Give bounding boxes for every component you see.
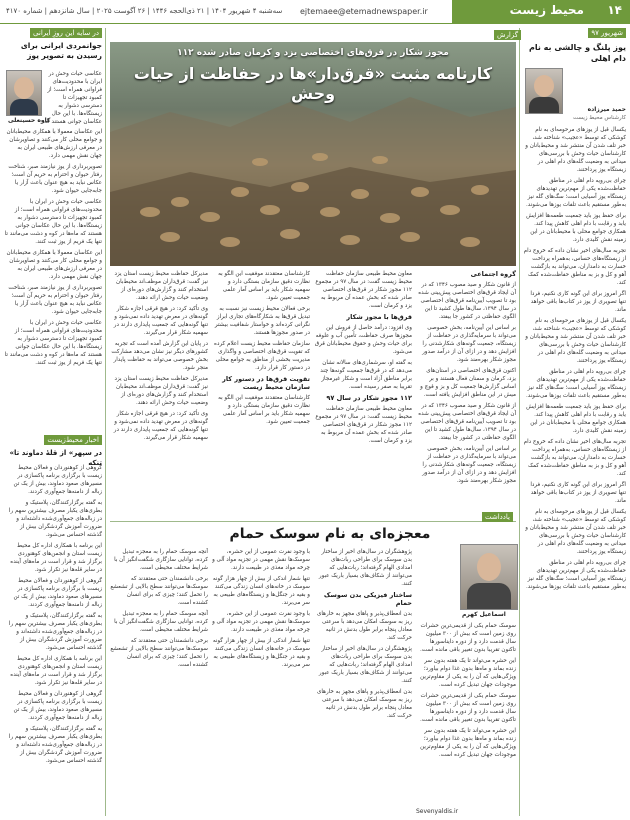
- paragraph: به گفته برگزارکنندگان، پلاستیک و بطری‌های یکبار مصرف بیشترین سهم را در زباله‌های جمع‌آوری‌شده داشته‌اند و ضرورت آموزش گردشگران بیش از گذشته احساس می‌شود.: [8, 500, 102, 538]
- column-divider: [519, 28, 520, 816]
- lead-subhead: گروه اجتماعی: [470, 270, 516, 278]
- paragraph: برخی فعالان محیط زیست نیز نسبت به تبدیل قرق‌ها به شکارگاه‌های تجاری ابراز نگرانی کرده‌اند و خواستار شفافیت بیشتر در صدور مجوزها هستند.: [214, 306, 310, 336]
- second-column-2: [314, 548, 412, 814]
- paragraph: به گفته برگزارکنندگان، پلاستیک و بطری‌های یکبار مصرف بیشترین سهم را در زباله‌های جمع‌آوری‌شده داشته‌اند و ضرورت آموزش گردشگران بیش از گذشته احساس می‌شود.: [8, 613, 102, 651]
- author-role: کارشناس محیط زیست: [573, 115, 626, 121]
- paragraph: به گفته او، سرشماری‌های سالانه نشان می‌دهد که در قرق‌ها جمعیت گونه‌ها چند برابر مناطق آزاد است و شکار غیرمجاز تقریبا به صفر رسیده است.: [320, 360, 412, 390]
- lead-column-4: [110, 270, 208, 518]
- lead-column-2: [314, 270, 412, 518]
- second-column-4: [110, 548, 208, 804]
- paragraph: چرای بی‌رویه دام اهلی در مناطق حفاظت‌شده یکی از مهم‌ترین تهدیدهای زیستگاه یوز آسیایی است؛ سگ‌های گله نیز به‌طور مستقیم باعث تلفات یوزها می‌شوند.: [525, 178, 626, 208]
- second-column-3: [212, 548, 310, 814]
- page-number: ۱۴: [607, 3, 622, 17]
- paragraph: بر اساس این آیین‌نامه، بخش خصوصی می‌تواند با سرمایه‌گذاری در حفاظت از زیستگاه، جمعیت گونه‌های شکارشدنی را افزایش دهد و در ازای آن از درآمد صدور مجوز شکار بهره‌مند شود.: [422, 325, 516, 363]
- lead-column-3: [212, 270, 310, 518]
- lead-subhead: ۱۱۲ مجوز شکار در سال ۹۷: [326, 394, 412, 402]
- left-column: [4, 28, 102, 818]
- lead-kicker: ۱۱۲ مجوز شکار در قرق‌های اختصاصی یزد و کرمان صادر شده: [177, 48, 449, 58]
- paragraph: برای حفظ یوز باید جمعیت طعمه‌ها افزایش یابد و رقابت با دام اهلی کاهش پیدا کند. همکاری جوامع محلی با محیط‌بانان در این زمینه نقش کلیدی دارد.: [526, 404, 626, 434]
- lead-photo: [110, 42, 516, 266]
- section-email[interactable]: ejtemaee@etemadnewspaper.ir: [300, 7, 428, 16]
- paragraph: به گفته برگزارکنندگان، پلاستیک و بطری‌های یکبار مصرف بیشترین سهم را در زباله‌های جمع‌آوری‌شده داشته‌اند و ضرورت آموزش گردشگران بیش از گذشته احساس می‌شود.: [8, 726, 102, 764]
- left-column-label-2: اخبار محیط‌زیست: [44, 435, 102, 445]
- paragraph: وی تأکید کرد: در هیچ قرقی اجازه شکار گونه‌های در معرض تهدید داده نمی‌شود و تنها گونه‌هایی که جمعیت پایداری دارند در سهمیه شکار قرار می‌گیرند.: [113, 411, 208, 441]
- paragraph: معاون محیط طبیعی سازمان حفاظت محیط زیست گفت: در سال ۹۷ در مجموع ۱۱۲ مجوز شکار در قرق‌های اختصاصی صادر شده که بخش عمده آن مربوط به یزد و کرمان است.: [315, 406, 412, 444]
- paragraph: کارشناسان معتقدند موفقیت این الگو به نظارت دقیق سازمان بستگی دارد و سهمیه شکار باید بر اساس آمار علمی جمعیت تعیین شود.: [218, 395, 310, 425]
- paragraph: یکسال قبل از یوزهای مرحومه‌ای به نام کوشکی که توسط «عجیب» شناخته شد، خبر تلف شدن آن منتشر شد و محیط‌بانان و کارشناسان حیات وحش با بررسی‌های میدانی به وضعیت گله‌های دام اهلی در زیستگاه یوز پرداختند.: [525, 127, 626, 173]
- author-photo: [525, 68, 563, 114]
- paragraph: وی تأکید کرد: در هیچ قرقی اجازه شکار گونه‌های در معرض تهدید داده نمی‌شود و تنها گونه‌هایی که جمعیت پایداری دارند در سهمیه شکار قرار می‌گیرند.: [113, 306, 208, 336]
- paragraph: سازمان حفاظت محیط زیست اعلام کرده که تقویت قرق‌های اختصاصی و واگذاری مدیریت بخشی از مناطق به جوامع محلی در دستور کار قرار دارد.: [214, 341, 310, 371]
- paragraph: این برنامه با همکاری اداره کل محیط زیست استان و انجمن‌های کوهنوردی برگزار شد و قرار است در ماه‌های آینده در سایر قله‌ها نیز تکرار شود.: [10, 543, 102, 573]
- right-column-body: [523, 126, 626, 816]
- paragraph: این حشره می‌تواند تا یک هفته بدون سر زنده بماند و ماه‌ها بدون غذا دوام بیاورد؛ ویژگی‌هایی که آن را به یکی از مقاوم‌ترین موجودات جهان تبدیل کرده است.: [420, 728, 516, 758]
- right-column: [523, 28, 626, 818]
- second-label: یادداشت: [482, 512, 513, 522]
- header-rule: [0, 23, 630, 24]
- second-headline: معجزه‌ای به نام سوسک حمام: [229, 526, 431, 542]
- paragraph: آنچه سوسک حمام را به معجزه تبدیل کرده، توانایی سازگاری شگفت‌انگیز آن با شرایط مختلف محیطی است.: [114, 549, 208, 571]
- second-column-1: [416, 622, 516, 814]
- paragraph: تجربه سال‌های اخیر نشان داده که خروج دام از زیستگاه‌های حساس، به‌همراه پرداخت خسارت به دامداران، می‌تواند به بازگشت آهو و کل و بز به مناطق حفاظت‌شده کمک کند.: [523, 248, 626, 286]
- paragraph: معاون محیط طبیعی سازمان حفاظت محیط زیست گفت: در سال ۹۷ در مجموع ۱۱۲ مجوز شکار در قرق‌های اختصاصی صادر شده که بخش عمده آن مربوط به یزد و کرمان است.: [315, 271, 412, 309]
- author-name: حمید میرزاده: [587, 106, 626, 113]
- paragraph: سوسک حمام یکی از قدیمی‌ترین حشرات روی زمین است که بیش از ۳۰۰ میلیون سال قدمت دارد و از دوره دایناسورها تاکنون تقریبا بدون تغییر باقی مانده است.: [420, 623, 516, 653]
- paragraph: گروهی از کوهنوردان و فعالان محیط زیست با برگزاری برنامه پاکسازی در مسیرهای صعود دماوند، بیش از یک تن زباله از دامنه‌ها جمع‌آوری کردند.: [13, 691, 102, 721]
- lead-headline: کارنامه مثبت «قرق‌دار»ها در حفاظت از حیات وحش: [133, 64, 493, 103]
- author-photo: [460, 544, 518, 610]
- section-divider: [110, 521, 516, 522]
- paragraph: عکاسی حیات وحش در ایران با محدودیت‌های فراوانی همراه است؛ از کمبود تجهیزات تا دسترسی دشوار به زیستگاه‌ها. با این حال عکاسان جوانی هستند که ماه‌ها در کوه و دشت می‌مانند تا تنها یک فریم از یوز ثبت کنند.: [4, 320, 102, 366]
- page-header: [0, 0, 630, 24]
- paragraph: عکاسی حیات وحش در ایران با محدودیت‌های فراوانی همراه است؛ از کمبود تجهیزات تا دسترسی دشوار به زیستگاه‌ها. با این حال عکاسان جوانی هستند که ماه‌ها در کوه و دشت می‌مانند تا تنها یک فریم از یوز ثبت کنند.: [4, 199, 102, 245]
- left-column-title: جوانمردی ایرانی برای رسیدن به تصویر یوز: [20, 41, 102, 60]
- paragraph: از قانون شکار و صید مصوب ۱۳۴۶ که در آن ایجاد قرق‌های اختصاصی پیش‌بینی شده بود تا تصویب آیین‌نامه قرق‌های اختصاصی در سال ۱۳۹۴، سال‌ها طول کشید تا این الگوی حفاظتی در کشور جا بیفتد.: [418, 403, 516, 441]
- paragraph: بدن انعطاف‌پذیر و پاهای مجهز به خارهای ریز به سوسک امکان می‌دهد با سرعتی معادل پنجاه برابر طول بدنش در ثانیه حرکت کند.: [316, 611, 412, 641]
- paragraph: پژوهشگران در سال‌های اخیر از ساختار بدن سوسک برای طراحی ربات‌های امدادی الهام گرفته‌اند؛ ربات‌هایی که می‌توانند از شکاف‌های بسیار باریک عبور کنند.: [318, 549, 412, 587]
- paragraph: پژوهشگران در سال‌های اخیر از ساختار بدن سوسک برای طراحی ربات‌های امدادی الهام گرفته‌اند؛ ربات‌هایی که می‌توانند از شکاف‌های بسیار باریک عبور کنند.: [318, 646, 412, 684]
- paragraph: برخی دانشمندان حتی معتقدند که سوسک‌ها می‌توانند سطح بالایی از تشعشع را تحمل کنند؛ چیزی که برای انسان کشنده است.: [110, 638, 208, 668]
- paragraph: یکسال قبل از یوزهای مرحومه‌ای به نام کوشکی که توسط «عجیب» شناخته شد، خبر تلف شدن آن منتشر شد و محیط‌بانان و کارشناسان حیات وحش با بررسی‌های میدانی به وضعیت گله‌های دام اهلی در زیستگاه یوز پرداختند.: [525, 509, 626, 555]
- paragraph: گروهی از کوهنوردان و فعالان محیط زیست با برگزاری برنامه پاکسازی در مسیرهای صعود دماوند، بیش از یک تن زباله از دامنه‌ها جمع‌آوری کردند.: [13, 578, 102, 608]
- paragraph: در پایان این گزارش آمده است که تجربه کشورهای دیگر نیز نشان می‌دهد مشارکت بخش خصوصی می‌تواند به حفاظت پایدار منجر شود.: [111, 341, 208, 371]
- paragraph: تصویربرداری از یوز نیازمند صبر، شناخت رفتار حیوان و احترام به حریم آن است؛ عکاس نباید به هیچ عنوان باعث آزار یا جابه‌جایی حیوان شود.: [8, 164, 102, 194]
- paragraph: گروهی از کوهنوردان و فعالان محیط زیست با برگزاری برنامه پاکسازی در مسیرهای صعود دماوند، بیش از یک تن زباله از دامنه‌ها جمع‌آوری کردند.: [13, 465, 102, 495]
- left-column-title-2: «در سپهر» از قلهٔ دماوند تا تنکه: [9, 449, 102, 467]
- paragraph: یکسال قبل از یوزهای مرحومه‌ای به نام کوشکی که توسط «عجیب» شناخته شد، خبر تلف شدن آن منتشر شد و محیط‌بانان و کارشناسان حیات وحش با بررسی‌های میدانی به وضعیت گله‌های دام اهلی در زیستگاه یوز پرداختند.: [525, 318, 626, 364]
- paragraph: اگر امروز برای این گونه کاری نکنیم، فردا تنها تصویری از یوز در کتاب‌ها باقی خواهد ماند.: [530, 291, 626, 313]
- paragraph: برخی دانشمندان حتی معتقدند که سوسک‌ها می‌توانند سطح بالایی از تشعشع را تحمل کنند؛ چیزی که برای انسان کشنده است.: [110, 576, 208, 606]
- paragraph: سوسک حمام یکی از قدیمی‌ترین حشرات روی زمین است که بیش از ۳۰۰ میلیون سال قدمت دارد و از دوره دایناسورها تاکنون تقریبا بدون تغییر باقی مانده است.: [420, 693, 516, 723]
- paragraph: با وجود نفرت عمومی از این حشره، سوسک‌ها نقش مهمی در تجزیه مواد آلی و چرخه مواد مغذی در طبیعت دارند.: [212, 549, 310, 571]
- section-title: محیط زیست: [509, 3, 584, 17]
- paragraph: برای حفظ یوز باید جمعیت طعمه‌ها افزایش یابد و رقابت با دام اهلی کاهش پیدا کند. همکاری جوامع محلی با محیط‌بانان در این زمینه نقش کلیدی دارد.: [526, 213, 626, 243]
- right-column-title: یوز پلنگ و چالشی به نام دام اهلی: [529, 43, 626, 63]
- left-column-body: [4, 128, 102, 430]
- right-column-label: ۹۷ شهریور: [588, 28, 626, 38]
- date-line: سه‌شنبه ۴ شهریور ۱۴۰۴ | ۲۱ ذی‌الحجه ۱۴۴۶ | ۲۶ آگوست ۲۰۲۵ | سال شانزدهم | شماره ۴۱۷۰: [6, 7, 283, 15]
- paragraph: چرای بی‌رویه دام اهلی در مناطق حفاظت‌شده یکی از مهم‌ترین تهدیدهای زیستگاه یوز آسیایی است؛ سگ‌های گله نیز به‌طور مستقیم باعث تلفات یوزها می‌شوند.: [525, 560, 626, 590]
- left-column-body-2: [4, 464, 102, 814]
- author-name: اسماعیل کهرم: [462, 611, 506, 618]
- paragraph: این عکاسان معمولا با همکاری محیط‌بانان و جوامع محلی کار می‌کنند و تصاویرشان در معرفی ارزش‌های طبیعی ایران به جهان نقش مهمی دارد.: [6, 250, 102, 280]
- author-name: کاوه حسینعلی: [8, 117, 51, 124]
- left-column-label: در سایه این روزِ ایرانی: [30, 28, 102, 38]
- paragraph: چرای بی‌رویه دام اهلی در مناطق حفاظت‌شده یکی از مهم‌ترین تهدیدهای زیستگاه یوز آسیایی است؛ سگ‌های گله نیز به‌طور مستقیم باعث تلفات یوزها می‌شوند.: [525, 369, 626, 399]
- paragraph: بدن انعطاف‌پذیر و پاهای مجهز به خارهای ریز به سوسک امکان می‌دهد با سرعتی معادل پنجاه برابر طول بدنش در ثانیه حرکت کند.: [316, 689, 412, 719]
- author-photo: [6, 70, 42, 116]
- paragraph: اکنون قرق‌های اختصاصی در استان‌های یزد، کرمان و سمنان فعال هستند و بر اساس گزارش‌ها جمعیت کل و بز و قوچ و میش در این مناطق افزایش یافته است.: [420, 368, 516, 398]
- paragraph: تجربه سال‌های اخیر نشان داده که خروج دام از زیستگاه‌های حساس، به‌همراه پرداخت خسارت به دامداران، می‌تواند به بازگشت آهو و کل و بز به مناطق حفاظت‌شده کمک کند.: [523, 439, 626, 477]
- column-divider: [105, 28, 106, 816]
- paragraph: تنها شمار اندکی از بیش از چهار هزار گونه سوسک در خانه‌های انسان زندگی می‌کنند و بقیه در جنگل‌ها و زیستگاه‌های طبیعی به سر می‌برند.: [212, 576, 310, 606]
- paragraph: کارشناسان معتقدند موفقیت این الگو به نظارت دقیق سازمان بستگی دارد و سهمیه شکار باید بر اساس آمار علمی جمعیت تعیین شود.: [218, 271, 310, 301]
- lead-subhead: قرق‌ها با مجوز شکار: [346, 313, 412, 321]
- paragraph: مدیرکل حفاظت محیط زیست استان یزد نیز گفت: قرق‌داران موظف‌اند محیط‌بان استخدام کنند و گزارش‌های دوره‌ای از وضعیت حیات وحش ارائه دهند.: [114, 271, 208, 301]
- paragraph: این برنامه با همکاری اداره کل محیط زیست استان و انجمن‌های کوهنوردی برگزار شد و قرار است در ماه‌های آینده در سایر قله‌ها نیز تکرار شود.: [10, 656, 102, 686]
- lead-label: گزارش: [494, 30, 521, 40]
- paragraph: تنها شمار اندکی از بیش از چهار هزار گونه سوسک در خانه‌های انسان زندگی می‌کنند و بقیه در جنگل‌ها و زیستگاه‌های طبیعی به سر می‌برند.: [212, 638, 310, 668]
- second-subhead: ساختار فیزیکی بدن سوسک حمام: [323, 591, 412, 607]
- paragraph: آنچه سوسک حمام را به معجزه تبدیل کرده، توانایی سازگاری شگفت‌انگیز آن با شرایط مختلف محیطی است.: [114, 611, 208, 633]
- left-column-body: [44, 70, 102, 126]
- paragraph: اگر امروز برای این گونه کاری نکنیم، فردا تنها تصویری از یوز در کتاب‌ها باقی خواهد ماند.: [530, 482, 626, 504]
- paragraph: مدیرکل حفاظت محیط زیست استان یزد نیز گفت: قرق‌داران موظف‌اند محیط‌بان استخدام کنند و گزارش‌های دوره‌ای از وضعیت حیات وحش ارائه دهند.: [114, 376, 208, 406]
- paragraph: وی افزود: درآمد حاصل از فروش این مجوزها صرف حفاظت، تأمین آب و علوفه برای حیات وحش و حقوق محیط‌بانان قرق می‌شود.: [314, 325, 412, 355]
- paragraph: عکاسی حیات وحش در ایران با محدودیت‌های فراوانی همراه است؛ از کمبود تجهیزات تا دسترسی دشوار به زیستگاه‌ها. با این حال عکاسان جوانی هستند که: [44, 71, 102, 125]
- paragraph: این حشره می‌تواند تا یک هفته بدون سر زنده بماند و ماه‌ها بدون غذا دوام بیاورد؛ ویژگی‌هایی که آن را به یکی از مقاوم‌ترین موجودات جهان تبدیل کرده است.: [420, 658, 516, 688]
- paragraph: بر اساس این آیین‌نامه، بخش خصوصی می‌تواند با سرمایه‌گذاری در حفاظت از زیستگاه، جمعیت گونه‌های شکارشدنی را افزایش دهد و در ازای آن از درآمد صدور مجوز شکار بهره‌مند شود.: [422, 446, 516, 484]
- paragraph: تصویربرداری از یوز نیازمند صبر، شناخت رفتار حیوان و احترام به حریم آن است؛ عکاس نباید به هیچ عنوان باعث آزار یا جابه‌جایی حیوان شود.: [8, 285, 102, 315]
- lead-subhead: تقویت قرق‌ها در دستور کار سازمان محیط زیست: [222, 375, 310, 391]
- paragraph: از قانون شکار و صید مصوب ۱۳۴۶ که در آن ایجاد قرق‌های اختصاصی پیش‌بینی شده بود تا تصویب آیین‌نامه قرق‌های اختصاصی در سال ۱۳۹۴، سال‌ها طول کشید تا این الگوی حفاظتی در کشور جا بیفتد.: [418, 282, 516, 320]
- lead-column-1: [416, 270, 516, 518]
- paragraph: این عکاسان معمولا با همکاری محیط‌بانان و جوامع محلی کار می‌کنند و تصاویرشان در معرفی ارزش‌های طبیعی ایران به جهان نقش مهمی دارد.: [6, 129, 102, 159]
- section-banner: [452, 0, 630, 24]
- paragraph: با وجود نفرت عمومی از این حشره، سوسک‌ها نقش مهمی در تجزیه مواد آلی و چرخه مواد مغذی در طبیعت دارند.: [212, 611, 310, 633]
- source-footer[interactable]: Sevenyaldis.ir: [416, 808, 459, 815]
